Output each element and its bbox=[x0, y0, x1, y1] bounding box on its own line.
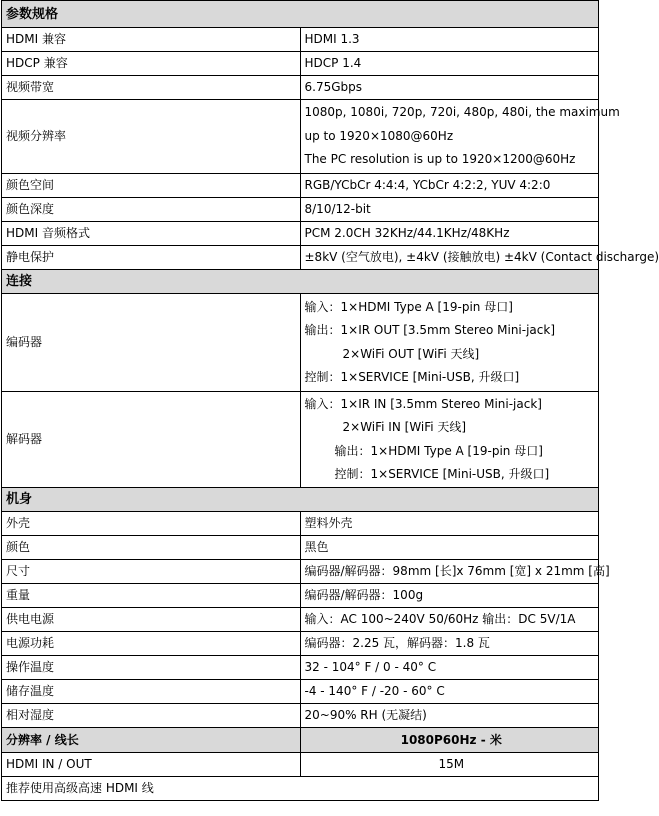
value-line: 输入：1×HDMI Type A [19-pin 母口] bbox=[304, 299, 513, 314]
row-value: 编码器/解码器：100g bbox=[300, 584, 599, 608]
row-key: 操作温度 bbox=[2, 656, 301, 680]
row-value: 编码器：2.25 瓦，解码器：1.8 瓦 bbox=[300, 632, 599, 656]
value-line: 控制：1×SERVICE [Mini-USB, 升级口] bbox=[334, 467, 550, 481]
spec-row-hdmi bbox=[2, 28, 599, 52]
body-row-consumption bbox=[2, 632, 599, 656]
value-line: 输出：1×IR OUT [3.5mm Stereo Mini-jack] bbox=[304, 323, 556, 337]
section-header-body bbox=[2, 488, 599, 512]
value-line: 输入：1×IR IN [3.5mm Stereo Mini-jack] bbox=[304, 396, 542, 411]
section-title-body: 机身 bbox=[2, 488, 599, 512]
row-value: PCM 2.0CH 32KHz/44.1KHz/48KHz bbox=[300, 222, 599, 246]
row-value: 编码器/解码器：98mm [长]x 76mm [宽] x 21mm [高] bbox=[300, 560, 599, 584]
row-value: ±8kV (空气放电), ±4kV (接触放电) ±4kV (Contact discharge) bbox=[300, 246, 599, 270]
spec-row-esd bbox=[2, 246, 599, 270]
row-key: 供电电源 bbox=[2, 608, 301, 632]
row-key: 尺寸 bbox=[2, 560, 301, 584]
row-key: HDCP 兼容 bbox=[2, 52, 301, 76]
value-line: 1080p, 1080i, 720p, 720i, 480p, 480i, the maximum bbox=[304, 105, 620, 120]
body-row-color bbox=[2, 536, 599, 560]
row-key: 相对湿度 bbox=[2, 704, 301, 728]
body-row-optemp bbox=[2, 656, 599, 680]
row-value: 8/10/12-bit bbox=[300, 198, 599, 222]
row-key: 编码器 bbox=[2, 294, 301, 392]
value-line: up to 1920×1080@60Hz bbox=[304, 128, 454, 143]
resolution-note-row bbox=[2, 777, 599, 801]
row-value: 6.75Gbps bbox=[300, 76, 599, 100]
spec-row-hdcp bbox=[2, 52, 599, 76]
row-key: 颜色空间 bbox=[2, 174, 301, 198]
row-value: 塑料外壳 bbox=[300, 512, 599, 536]
section-header-spec bbox=[2, 1, 599, 28]
spec-row-bandwidth bbox=[2, 76, 599, 100]
resolution-note: 推荐使用高级高速 HDMI 线 bbox=[2, 777, 599, 801]
body-row-shell bbox=[2, 512, 599, 536]
row-value: HDMI 1.3 bbox=[300, 28, 599, 52]
row-value: 输入：AC 100~240V 50/60Hz 输出：DC 5V/1A bbox=[300, 608, 599, 632]
body-row-storetemp bbox=[2, 680, 599, 704]
row-value: 20~90% RH (无凝结) bbox=[300, 704, 599, 728]
resolution-row-hdmi bbox=[2, 753, 599, 777]
row-key: 视频分辨率 bbox=[2, 100, 301, 174]
row-value: 32 - 104° F / 0 - 40° C bbox=[300, 656, 599, 680]
row-key: 储存温度 bbox=[2, 680, 301, 704]
value-line: 控制：1×SERVICE [Mini-USB, 升级口] bbox=[304, 370, 520, 384]
spec-row-colorspace bbox=[2, 174, 599, 198]
row-key: 颜色 bbox=[2, 536, 301, 560]
section-title-resolution: 分辨率 / 线长 bbox=[2, 728, 301, 753]
body-row-size bbox=[2, 560, 599, 584]
row-key: 解码器 bbox=[2, 392, 301, 488]
value-line: 2×WiFi OUT [WiFi 天线] bbox=[342, 346, 480, 361]
row-value: RGB/YCbCr 4:4:4, YCbCr 4:2:2, YUV 4:2:0 bbox=[300, 174, 599, 198]
section-header-connect bbox=[2, 270, 599, 294]
value-line: The PC resolution is up to 1920×1200@60Hz bbox=[304, 152, 576, 167]
connect-row-decoder bbox=[2, 392, 599, 488]
resolution-header-value: 1080P60Hz - 米 bbox=[300, 728, 599, 753]
section-title-spec: 参数规格 bbox=[2, 1, 599, 28]
spec-row-audio bbox=[2, 222, 599, 246]
body-row-power bbox=[2, 608, 599, 632]
spec-table bbox=[1, 0, 659, 801]
row-key: HDMI 音频格式 bbox=[2, 222, 301, 246]
row-key: 外壳 bbox=[2, 512, 301, 536]
row-key: HDMI IN / OUT bbox=[2, 753, 301, 777]
row-value bbox=[300, 100, 620, 174]
spec-row-resolution bbox=[2, 100, 599, 174]
row-value: 黑色 bbox=[300, 536, 599, 560]
body-row-humidity bbox=[2, 704, 599, 728]
spec-row-colordepth bbox=[2, 198, 599, 222]
connect-row-encoder bbox=[2, 294, 599, 392]
value-line: 2×WiFi IN [WiFi 天线] bbox=[342, 420, 467, 434]
row-key: 颜色深度 bbox=[2, 198, 301, 222]
row-value bbox=[300, 392, 599, 488]
row-key: 静电保护 bbox=[2, 246, 301, 270]
row-value: -4 - 140° F / -20 - 60° C bbox=[300, 680, 599, 704]
row-value: HDCP 1.4 bbox=[300, 52, 599, 76]
section-header-resolution bbox=[2, 728, 599, 753]
row-key: 电源功耗 bbox=[2, 632, 301, 656]
row-key: HDMI 兼容 bbox=[2, 28, 301, 52]
row-value: 15M bbox=[300, 753, 599, 777]
section-title-connect: 连接 bbox=[2, 270, 599, 294]
body-row-weight bbox=[2, 584, 599, 608]
value-line: 输出：1×HDMI Type A [19-pin 母口] bbox=[334, 443, 543, 458]
row-value bbox=[300, 294, 599, 392]
row-key: 重量 bbox=[2, 584, 301, 608]
row-key: 视频带宽 bbox=[2, 76, 301, 100]
